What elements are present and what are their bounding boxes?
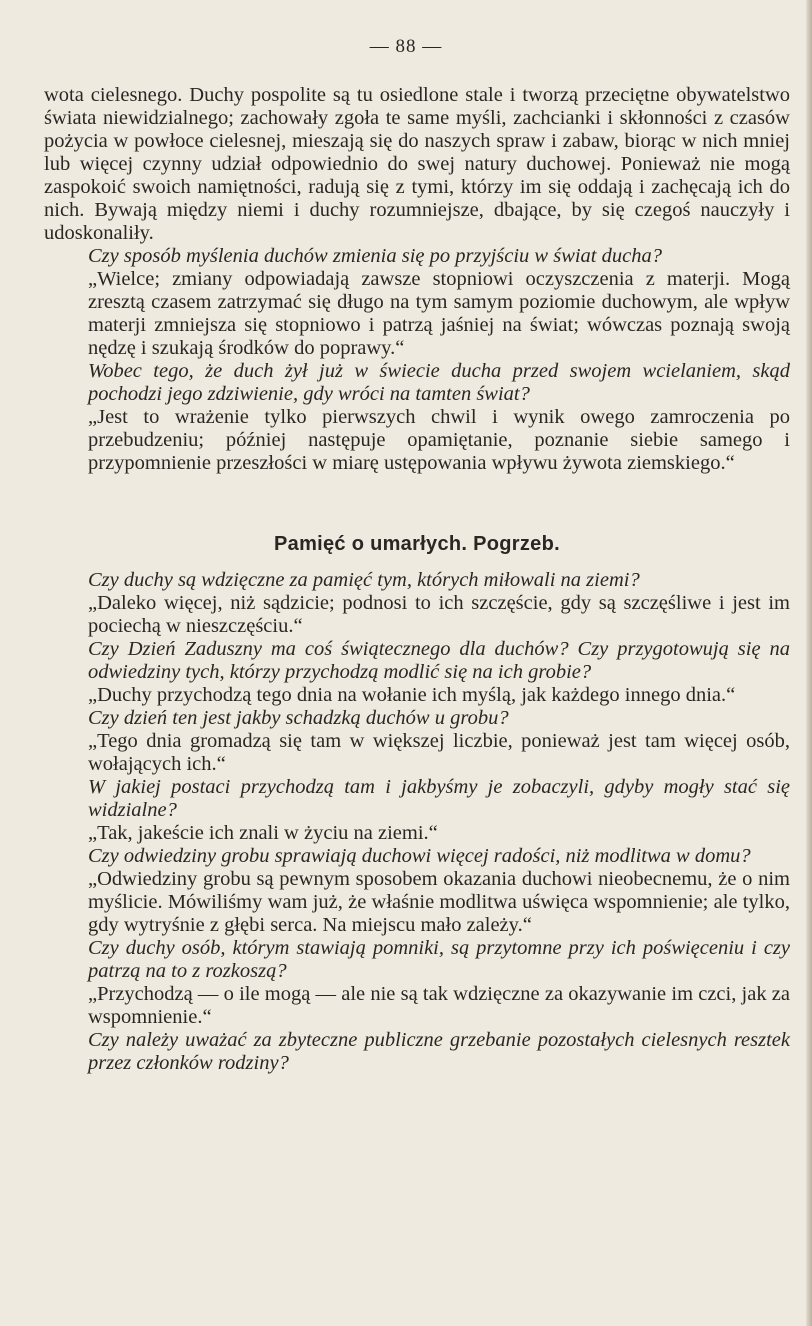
question-paragraph: Czy należy uważać za zbyteczne publiczne grzebanie pozostałych cielesnych resztek przez członków rodziny? [88,1029,790,1074]
question-paragraph: Czy odwiedziny grobu sprawiają duchowi więcej radości, niż modlitwa w domu? [88,845,751,867]
section-text [44,569,790,1075]
question-paragraph: Wobec tego, że duch żył już w świecie ducha przed swojem wcielaniem, skąd pochodzi jego zdziwienie, gdy wróci na tamten świat? [88,360,790,405]
page-edge [806,0,812,1326]
page-number: — 88 — [369,36,443,57]
question-paragraph: Czy dzień ten jest jakby schadzką duchów u grobu? [88,707,509,729]
answer-paragraph: wota cielesnego. Duchy pospolite są tu osiedlone stale i tworzą przeciętne obywatelstwo świata niewidzialnego; zachowały zgoła te same myśli, zachcianki i skłonności z czasów pożycia w powłoce cielesnej, mieszają się do naszych spraw i zabaw, biorąc w nich mniej lub więcej czynny udział odpowiednio do swej natury duchowej. Ponieważ nie mogą zaspokoić swoich namiętności, radują się z tymi, którzy im się oddają i zachęcają ich do nich. Bywają między niemi i duchy rozumniejsze, dbające, by się czegoś nauczyły i udoskonaliły. [44,84,790,244]
section-heading: Pamięć o umarłych. Pogrzeb. [274,533,560,555]
answer-paragraph: „Duchy przychodzą tego dnia na wołanie ich myślą, jak każdego innego dnia.“ [88,684,736,706]
answer-paragraph: „Przychodzą — o ile mogą — ale nie są tak wdzięczne za okazywanie im czci, jak za wspomnienie.“ [88,983,790,1028]
answer-paragraph: „Wielce; zmiany odpowiadają zawsze stopniowi oczyszczenia z materji. Mogą zresztą czasem zatrzymać się długo na tym samym poziomie duchowym, ale wpływ materji zmniejsza się stopniowo i patrzą jaśniej na świat; wówczas poznają swoją nędzę i szukają środków do poprawy.“ [88,268,790,359]
question-paragraph: Czy duchy są wdzięczne za pamięć tym, których miłowali na ziemi? [88,569,640,591]
question-paragraph: Czy duchy osób, którym stawiają pomniki, są przytomne przy ich poświęceniu i czy patrzą na to z rozkoszą? [88,937,790,982]
top-text [44,84,790,475]
page-body [44,84,790,1075]
question-paragraph: W jakiej postaci przychodzą tam i jakbyśmy je zobaczyli, gdyby mogły stać się widzialne? [88,776,790,821]
answer-paragraph: „Jest to wrażenie tylko pierwszych chwil i wynik owego zamroczenia po przebudzeniu; później następuje opamiętanie, poznanie siebie samego i przypomnienie przeszłości w miarę ustępowania wpływu żywota ziemskiego.“ [88,406,790,474]
answer-paragraph: „Tego dnia gromadzą się tam w większej liczbie, ponieważ jest tam więcej osób, wołających ich.“ [88,730,790,775]
answer-paragraph: „Daleko więcej, niż sądzicie; podnosi to ich szczęście, gdy są szczęśliwe i jest im pociechą w nieszczęściu.“ [88,592,790,637]
question-paragraph: Czy sposób myślenia duchów zmienia się po przyjściu w świat ducha? [88,245,662,267]
question-paragraph: Czy Dzień Zaduszny ma coś świątecznego dla duchów? Czy przygotowują się na odwiedziny tych, którzy przychodzą modlić się na ich grobie? [88,638,790,683]
answer-paragraph: „Odwiedziny grobu są pewnym sposobem okazania duchowi nieobecnemu, że o nim myślicie. Mówiliśmy wam już, że właśnie modlitwa uświęca wspomnienie; ale tylko, gdy wytryśnie z głębi serca. Na miejscu mało zależy.“ [88,868,790,936]
answer-paragraph: „Tak, jakeście ich znali w życiu na ziemi.“ [88,822,438,844]
